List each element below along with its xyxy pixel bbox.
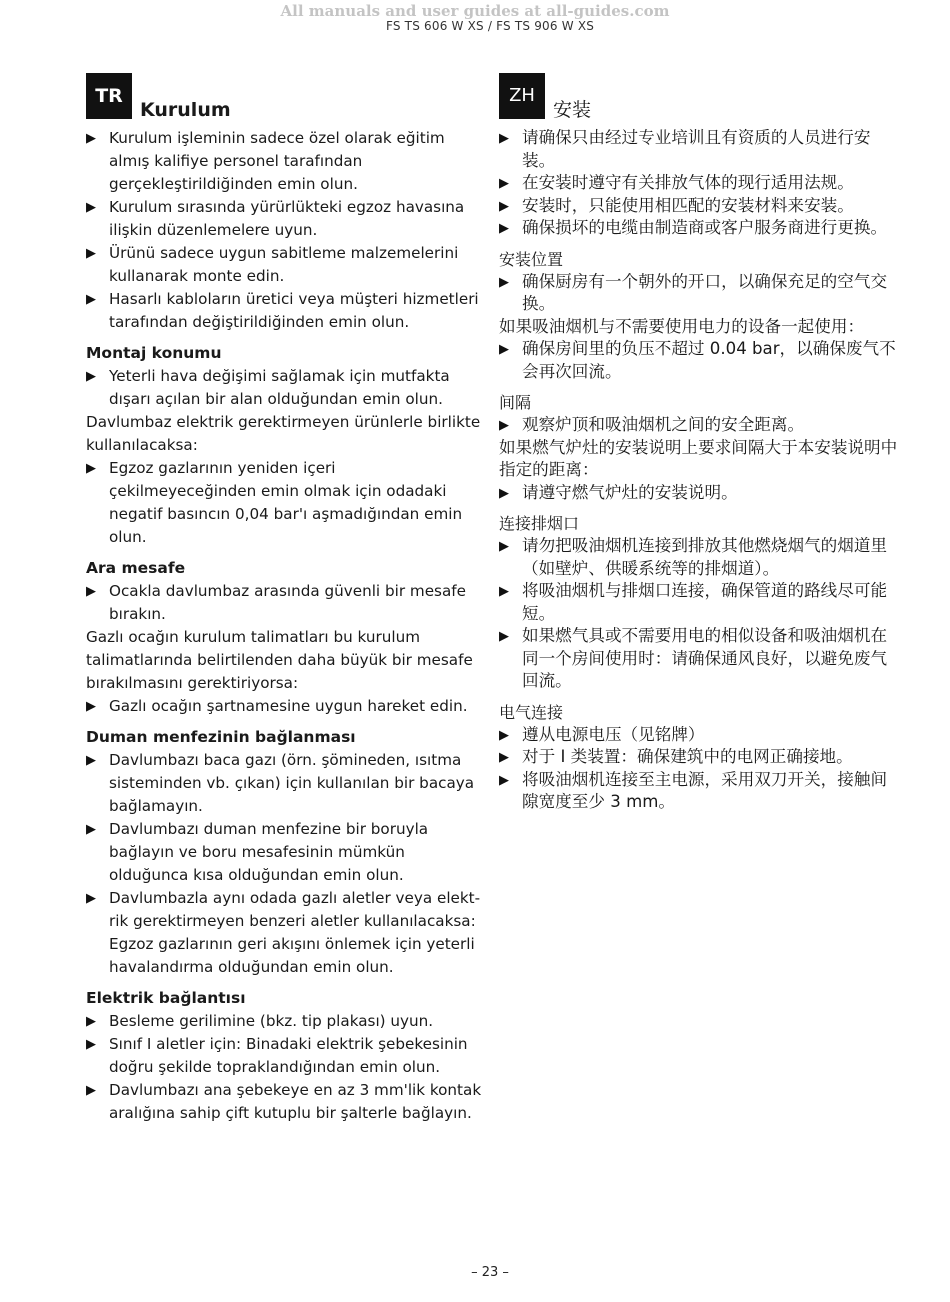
section-header: [499, 73, 899, 123]
subheading: 间隔: [499, 393, 532, 412]
list-item: ▶ 确保损坏的电缆由制造商或客户服务商进行更换。: [499, 217, 899, 240]
list-item: ▶ 在安装时遵守有关排放气体的现行适用法规。: [499, 172, 899, 195]
section-title: 安装: [553, 99, 592, 121]
subheading: Ara mesafe: [86, 559, 186, 577]
list-item: ▶ 如果燃气具或不需要用电的相似设备和吸油烟机在同一个房间使用时：请确保通风良好，以避免废气回流。: [499, 626, 888, 690]
list-item: ▶ 请勿把吸油烟机连接到排放其他燃烧烟气的烟道里（如壁炉、供暖系统等的排烟道）。: [499, 536, 888, 578]
bullet-icon: ▶: [86, 1083, 96, 1098]
bullet-icon: ▶: [86, 200, 96, 215]
subheading: 连接排烟口: [499, 514, 580, 533]
list-item: ▶ Ürünü sadece uygun sabitleme malzemelerini kullanarak monte edin.: [86, 244, 459, 285]
list-item: ▶ Sınıf I aletler için: Binadaki elektrik şebekesinin doğru şekilde topraklandığından emin olun.: [86, 1035, 468, 1076]
list-item: ▶ 请遵守燃气炉灶的安装说明。: [499, 482, 899, 505]
note-text: 如果吸油烟机与不需要使用电力的设备一起使用：: [499, 316, 865, 336]
subheading: Elektrik bağlantısı: [86, 989, 246, 1007]
bullet-icon: ▶: [499, 131, 509, 146]
list-item: ▶ 遵从电源电压（见铭牌）: [499, 724, 899, 747]
bullet-icon: ▶: [499, 198, 509, 214]
bullet-icon: ▶: [86, 822, 96, 837]
bullet-icon: ▶: [499, 772, 509, 788]
subheading: 安装位置: [499, 249, 564, 269]
subheading: Montaj konumu: [86, 344, 222, 362]
section-title: Kurulum: [140, 99, 231, 121]
list-item: ▶ 对于 I 类装置：确保建筑中的电网正确接地。: [499, 746, 899, 769]
bullet-icon: ▶: [86, 699, 96, 714]
bullet-icon: ▶: [86, 246, 96, 261]
list-item: ▶ 将吸油烟机与排烟口连接，确保管道的路线尽可能短。: [499, 581, 888, 623]
list-item: ▶ 请确保只由经过专业培训且有资质的人员进行安装。: [499, 128, 871, 170]
language-badge-tr: TR: [86, 73, 132, 119]
list-item: ▶ Yeterli hava değişimi sağlamak için mutfakta dışarı açılan bir alan olduğundan emin olun.: [86, 367, 450, 408]
list-item: ▶ Egzoz gazlarının yeniden içeri çekilmeyeceğinden emin olmak için odadaki negatif basıncın 0,04 bar'ı aşmadığından emin olun.: [86, 459, 463, 546]
bullet-icon: ▶: [499, 176, 509, 191]
bullet-icon: ▶: [499, 342, 509, 357]
list-item: ▶ Gazlı ocağın şartnamesine uygun hareket edin.: [86, 695, 486, 718]
model-header: FS TS 606 W XS / FS TS 906 W XS: [385, 19, 595, 33]
list-item: ▶ Davlumbazı duman menfezine bir boruyla bağlayın ve boru mesafesinin mümkün olduğunca kısa olduğundan emin olun.: [86, 820, 429, 884]
bullet-icon: ▶: [499, 629, 509, 644]
bullet-icon: ▶: [499, 539, 509, 554]
bullet-icon: ▶: [499, 584, 509, 599]
bullet-icon: ▶: [499, 274, 509, 290]
section-chinese: [499, 73, 899, 814]
bullet-icon: ▶: [499, 221, 509, 236]
bullet-icon: ▶: [86, 461, 96, 476]
list-item: ▶ 观察炉顶和吸油烟机之间的安全距离。: [499, 414, 899, 437]
list-item: ▶ 将吸油烟机连接至主电源，采用双刀开关，接触间隙宽度至少 3 mm。: [499, 769, 888, 811]
bullet-icon: ▶: [86, 369, 96, 384]
list-item: ▶ Kurulum sırasında yürürlükteki egzoz havasına ilişkin düzenlemelere uyun.: [86, 198, 465, 239]
section-turkish: [86, 73, 486, 1125]
bullet-icon: ▶: [499, 750, 509, 765]
list-item: ▶ Ocakla davlumbaz arasında güvenli bir mesafe bırakın.: [86, 582, 466, 623]
list-item: ▶ Besleme gerilimine (bkz. tip plakası) uyun.: [86, 1010, 486, 1033]
note-text: 如果燃气炉灶的安装说明上要求间隔大于本安装说明中指定的距离：: [499, 437, 898, 479]
bullet-icon: ▶: [86, 753, 96, 768]
bullet-icon: ▶: [86, 584, 96, 599]
bullet-icon: ▶: [499, 727, 509, 743]
subheading: 电气连接: [499, 702, 564, 722]
note-text: Davlumbaz elektrik gerektirmeyen ürünlerle birlikte kullanılacaksa:: [86, 413, 481, 454]
list-item: ▶ 确保房间里的负压不超过 0.04 bar，以确保废气不会再次回流。: [499, 339, 896, 381]
bullet-icon: ▶: [86, 292, 96, 307]
list-item: ▶ Kurulum işleminin sadece özel olarak eğitim almış kalifiye personel tarafından gerçekleştirildiğinden emin olun.: [86, 129, 445, 193]
list-item: ▶ Davlumbazı baca gazı (örn. şömineden, ısıtma sisteminden vb. çıkan) için kullanılan bir bacaya bağlamayın.: [86, 751, 475, 815]
bullet-icon: ▶: [499, 418, 509, 433]
bullet-icon: ▶: [86, 1014, 96, 1029]
list-item: ▶ Davlumbazı ana şebekeye en az 3 mm'lik kontak aralığına sahip çift kutuplu bir şalterle bağlayın.: [86, 1081, 482, 1122]
list-item: ▶ 安装时，只能使用相匹配的安装材料来安装。: [499, 195, 899, 218]
watermark: All manuals and user guides at all-guides.com: [280, 2, 670, 20]
section-header: [86, 73, 486, 123]
list-item: ▶ Hasarlı kabloların üretici veya müşteri hizmetleri tarafından değiştirildiğinden emin olun.: [86, 290, 479, 331]
note-text: Gazlı ocağın kurulum talimatları bu kurulum talimatlarında belirtilenden daha büyük bir mesafe bırakılmasını gerektiriyorsa:: [86, 628, 473, 692]
bullet-icon: ▶: [86, 131, 96, 146]
subheading: Duman menfezinin bağlanması: [86, 728, 356, 746]
page-number: – 23 –: [471, 1265, 509, 1280]
list-item: ▶ 确保厨房有一个朝外的开口，以确保充足的空气交换。: [499, 271, 888, 313]
language-badge-zh: ZH: [499, 73, 545, 119]
bullet-icon: ▶: [86, 1037, 96, 1052]
bullet-icon: ▶: [499, 485, 509, 501]
list-item: ▶ Davlumbazla aynı odada gazlı aletler veya elekt-rik gerektirmeyen benzeri aletler kullanılacaksa: Egzoz gazlarının geri akışını önlemek için yeterli havalandırma olduğundan emin olun.: [86, 889, 481, 976]
bullet-icon: ▶: [86, 891, 96, 906]
